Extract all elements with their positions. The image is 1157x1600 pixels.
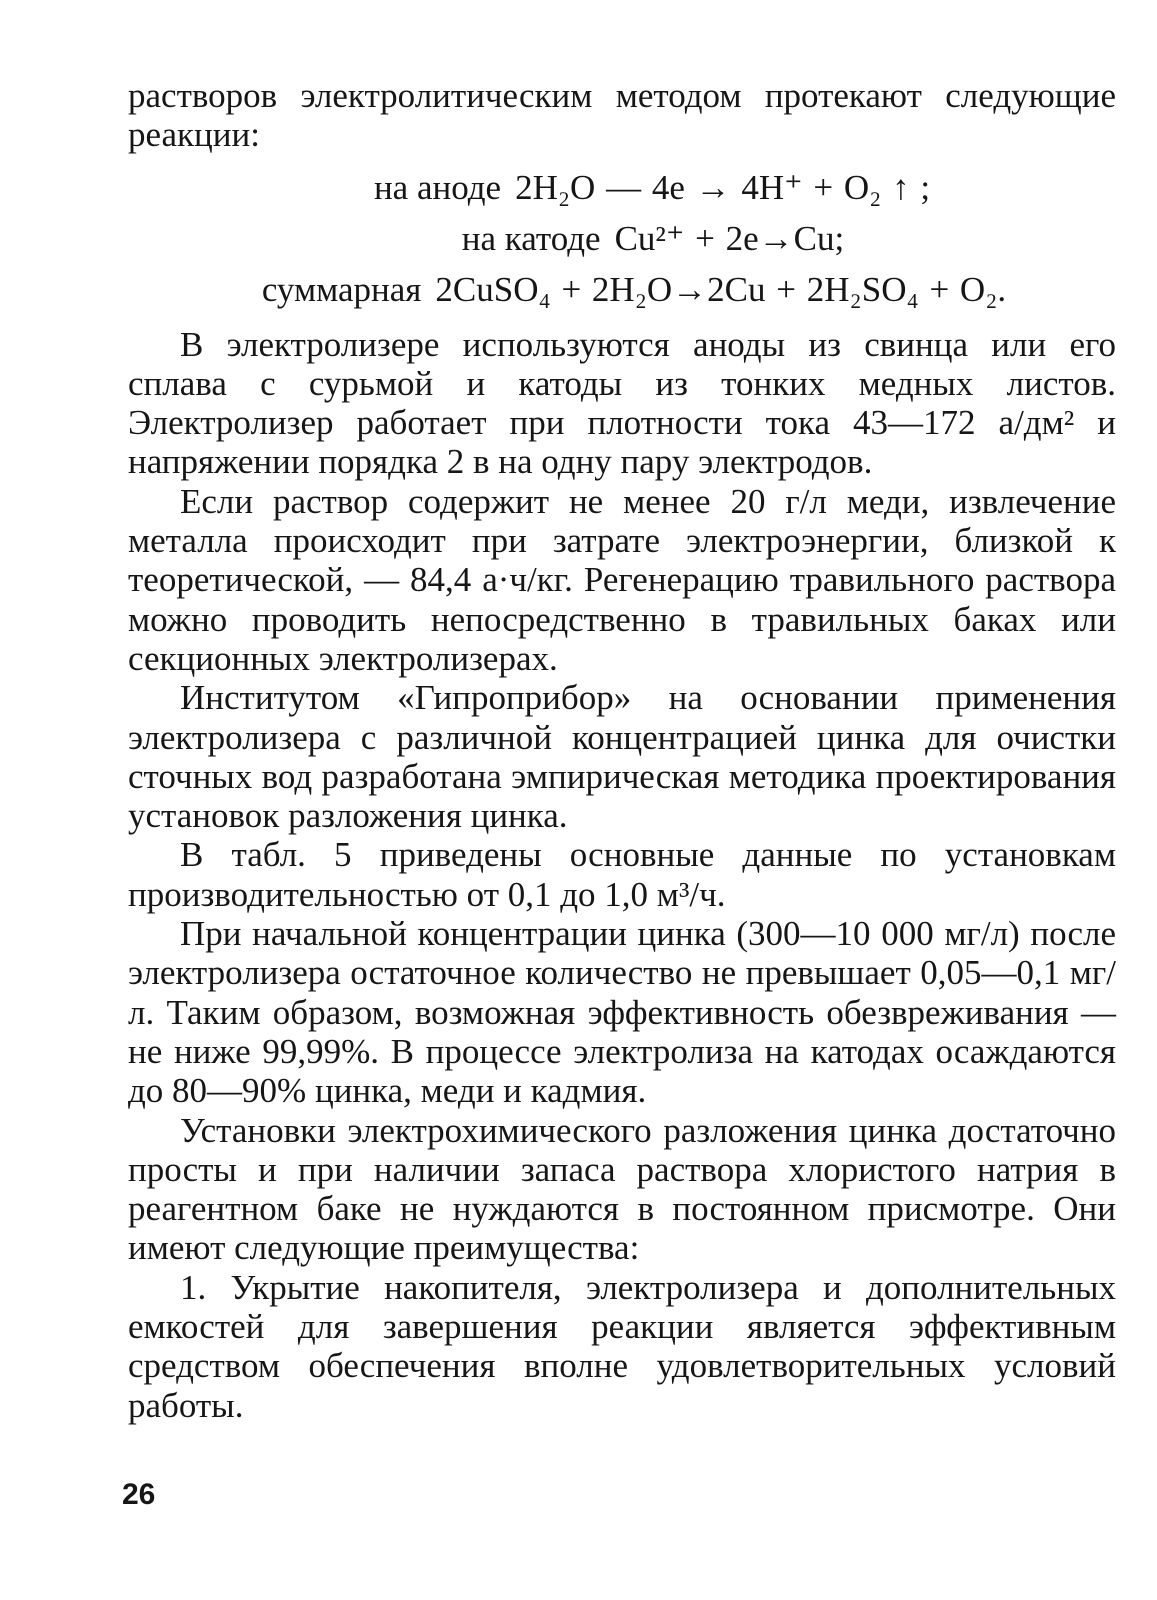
equation-formula: Cu²⁺ + 2e→Cu; xyxy=(614,218,845,258)
paragraph-zinc-concentration: При начальной концентрации цинка (300—10 000 мг/л) после электролизера остаточное количество не превышает 0,05—0,1 мг/л. Таким образом, возможная эффективность обезвреживания — не ниже 99,99%. В процессе электролиза на катодах осаждаются до 80—90% цинка, меди и кадмия. xyxy=(128,914,1116,1111)
page-text xyxy=(128,76,1116,1425)
equation-label: суммарная xyxy=(261,269,422,309)
equation-label: на аноде xyxy=(373,167,502,207)
paragraph-copper-recovery: Если раствор содержит не менее 20 г/л меди, извлечение металла происходит при затрате электроэнергии, близкой к теоретической, — 84,4 а·ч/кг. Регенерацию травильного раствора можно проводить непосредственно в травильных баках или секционных электролизерах. xyxy=(128,481,1116,678)
paragraph-table-reference: В табл. 5 приведены основные данные по установкам производительностью от 0,1 до 1,0 м³/ч. xyxy=(128,835,1116,914)
equation-formula: 2CuSO₄ + 2H₂O→2Cu + 2H₂SO₄ + O₂. xyxy=(435,269,1007,309)
paragraph-advantage-1: 1. Укрытие накопителя, электролизера и дополнительных емкостей для завершения реакции является эффективным средством обеспечения вполне удовлетворительных условий работы. xyxy=(128,1267,1116,1425)
paragraph-electrolyzer: В электролизере используются аноды из свинца или его сплава с сурьмой и катоды из тонких медных листов. Электролизер работает при плотности тока 43—172 а/дм² и напряжении порядка 2 в на одну пару электродов. xyxy=(128,324,1116,482)
total-equation xyxy=(128,264,1116,315)
page-number: 26 xyxy=(122,1478,156,1511)
reaction-equations xyxy=(128,162,1116,315)
continued-paragraph: растворов электролитическим методом протекают следующие реакции: xyxy=(128,76,1116,155)
cathode-equation xyxy=(128,213,1116,264)
paragraph-installations: Установки электрохимического разложения цинка достаточно просты и при наличии запаса раствора хлористого натрия в реагентном баке не нуждаются в постоянном присмотре. Они имеют следующие преимущества: xyxy=(128,1110,1116,1268)
paragraph-giproprobor: Институтом «Гипроприбор» на основании применения электролизера с различной концентрацией цинка для очистки сточных вод разработана эмпирическая методика проектирования установок разложения цинка. xyxy=(128,678,1116,836)
equation-formula: 2H₂O — 4e → 4H⁺ + O₂ ↑ ; xyxy=(515,167,931,207)
anode-equation xyxy=(128,162,1116,213)
equation-label: на катоде xyxy=(461,218,601,258)
